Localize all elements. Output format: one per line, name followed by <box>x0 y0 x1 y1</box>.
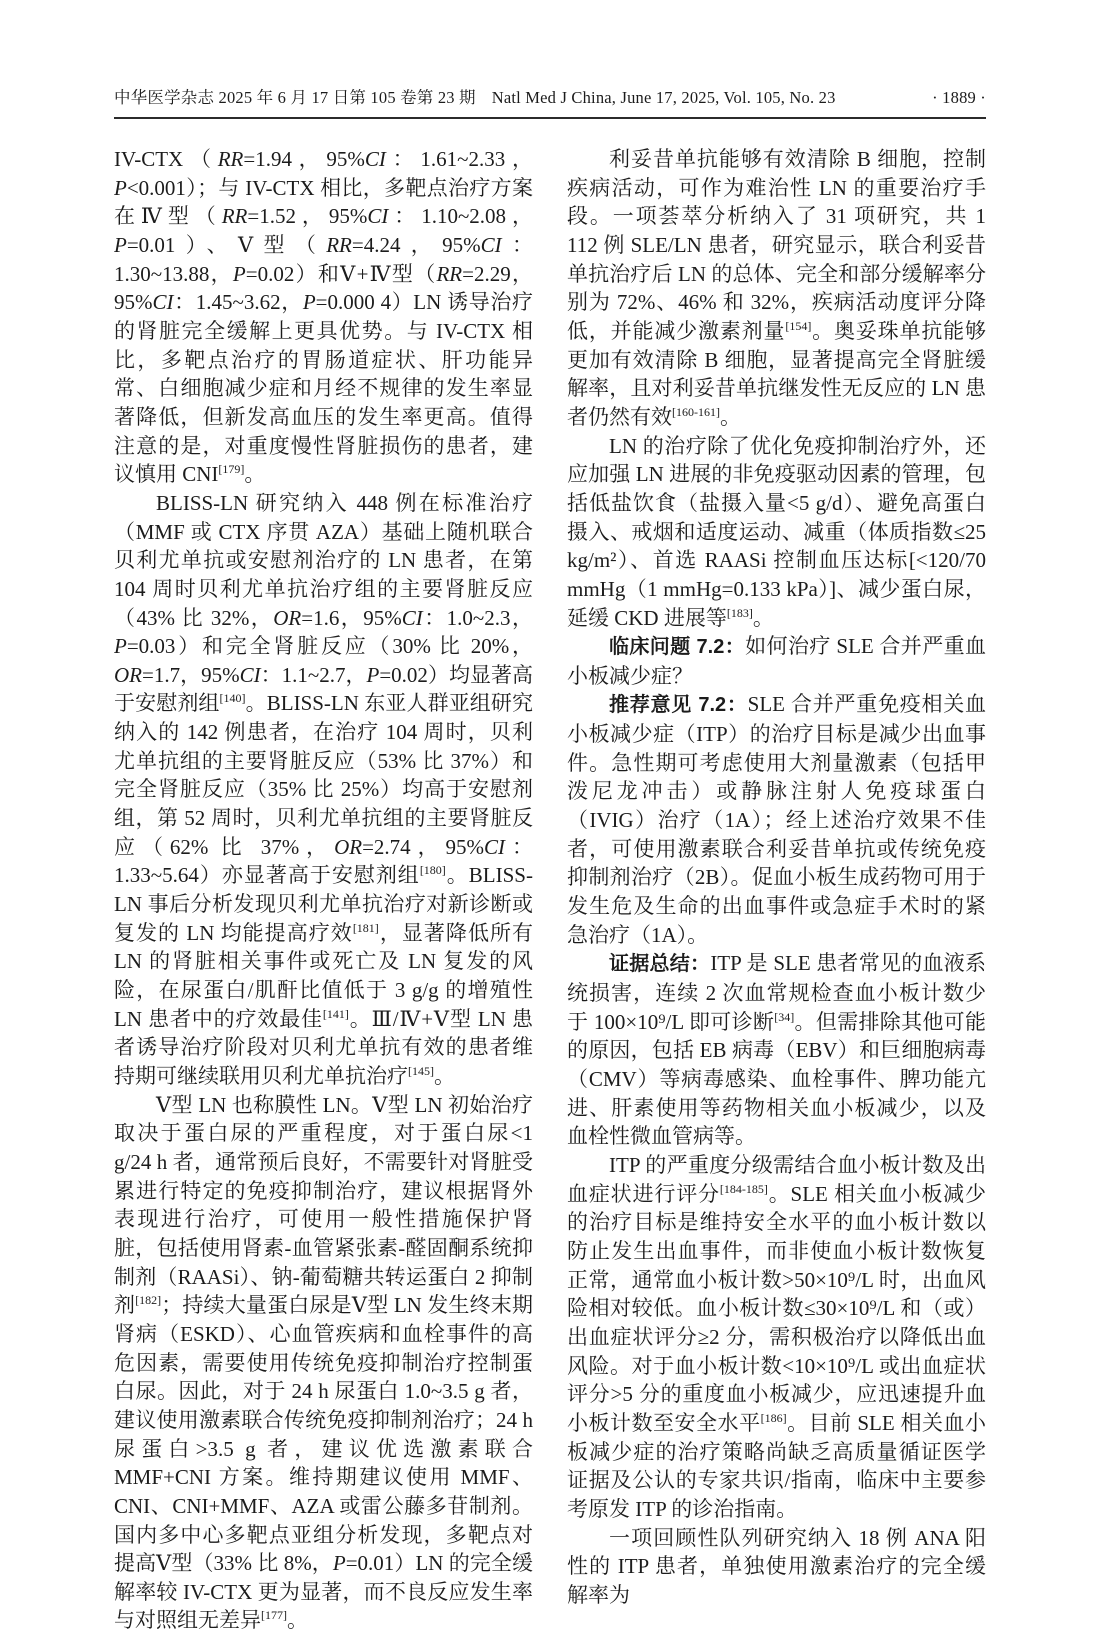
stat-symbol: CI <box>367 204 389 229</box>
paragraph: ITP 的严重度分级需结合血小板计数及出血症状进行评分[184-185]。SLE 相关血小板减少的治疗目标是维持安全水平的血小板计数以防止发生出血事件，而非使血小板计数恢复正常，通常血小板计数>50×10⁹/L 时，出血风险相对较低。血小板计数≤30×10⁹/L 和（或）出血症状评分≥2 分，需积极治疗以降低出血风险。对于血小板计数<10×10⁹/L 或出血症状评分>5 分的重度血小板减少，应迅速提升血小板计数至安全水平[186]。目前 SLE 相关血小板减少症的治疗策略尚缺乏高质量循证医学证据及公认的专家共识/指南，临床中主要参考原发 ITP 的诊治指南。 <box>567 1152 986 1521</box>
paragraph: 证据总结：ITP 是 SLE 患者常见的血液系统损害，连续 2 次血常规检查血小板计数少于 100×10⁹/L 即可诊断[34]。但需排除其他可能的原因，包括 EB 病毒（EBV）和巨细胞病毒（CMV）等病毒感染、血栓事件、脾功能亢进、肝素使用等药物相关血小板减少，以及血栓性微血管病等。 <box>567 951 986 1149</box>
paragraph: 一项回顾性队列研究纳入 18 例 ANA 阳性的 ITP 患者，单独使用激素治疗的完全缓解率为 <box>567 1525 986 1607</box>
stat-symbol: P <box>114 232 127 257</box>
reference-marker: [184-185] <box>719 1181 768 1196</box>
page-header <box>114 84 986 119</box>
stat-symbol: RR <box>326 232 352 257</box>
stat-symbol: RR <box>221 204 248 229</box>
stat-symbol: P <box>114 634 127 659</box>
reference-marker: [180] <box>419 863 446 878</box>
reference-marker: [145] <box>408 1064 434 1078</box>
stat-symbol: P <box>332 1551 346 1576</box>
stat-symbol: CI <box>364 147 386 171</box>
stat-symbol: P <box>302 290 316 315</box>
paragraph: Ⅴ型 LN 也称膜性 LN。Ⅴ型 LN 初始治疗取决于蛋白尿的严重程度，对于蛋白尿<1 g/24 h 者，通常预后良好，不需要针对肾脏受累进行特定的免疫抑制治疗，建议根据肾外表现进行治疗，可使用一般性措施保护肾脏，包括使用肾素-血管紧张素-醛固酮系统抑制剂（RAASi）、钠-葡萄糖共转运蛋白 2 抑制剂[182]；持续大量蛋白尿是Ⅴ型 LN 发生终末期肾病（ESKD）、心血管疾病和血栓事件的高危因素，需要使用传统免疫抑制治疗控制蛋白尿。因此，对于 24 h 尿蛋白 1.0~3.5 g 者，建议使用激素联合传统免疫抑制剂治疗；24 h 尿蛋白>3.5 g 者，建议优选激素联合 MMF+CNI 方案。维持期建议使用 MMF、CNI、CNI+MMF、AZA 或雷公藤多苷制剂。国内多中心多靶点亚组分析发现，多靶点对提高Ⅴ型（33% 比 8%，P=0.01）LN 的完全缓解率较 IV-CTX 更为显著，而不良反应发生率与对照组无差异[177]。 <box>114 1092 533 1633</box>
stat-symbol: CI <box>401 605 423 630</box>
reference-marker: [177] <box>261 1608 287 1623</box>
bold-lead: 证据总结： <box>609 953 711 976</box>
journal-citation <box>114 84 836 108</box>
paragraph: 利妥昔单抗能够有效清除 B 细胞，控制疾病活动，可作为难治性 LN 的重要治疗手段。一项荟萃分析纳入了 31 项研究，共 1 112 例 SLE/LN 患者，研究显示，联合利妥昔单抗治疗后 LN 的总体、完全和部分缓解率分别为 72%、46% 和 32%，疾病活动度评分降低，并能减少激素剂量[154]。奥妥珠单抗能够更加有效清除 B 细胞，显著提高完全肾脏缓解率，且对利妥昔单抗继发性无反应的 LN 患者仍然有效[160-161]。 <box>567 147 986 429</box>
reference-marker: [181] <box>352 920 379 935</box>
reference-marker: [154] <box>785 318 812 333</box>
right-column <box>567 145 986 1635</box>
page-number: · 1889 · <box>932 88 986 107</box>
paragraph: IV-CTX（RR=1.94，95%CI：1.61~2.33，P<0.001）；与 IV-CTX 相比，多靶点治疗方案在Ⅳ型（RR=1.52，95%CI：1.10~2.08，P=0.01）、Ⅴ型（RR=4.24，95%CI：1.30~13.88，P=0.02）和Ⅴ+Ⅳ型（RR=2.29，95%CI：1.45~3.62，P=0.000 4）LN 诱导治疗的肾脏完全缓解上更具优势。与 IV-CTX 相比，多靶点治疗的胃肠道症状、肝功能异常、白细胞减少症和月经不规律的发生率显著降低，但新发高血压的发生率更高。值得注意的是，对重度慢性肾脏损伤的患者，建议慎用 CNI[179]。 <box>114 147 533 487</box>
stat-symbol: RR <box>436 261 463 286</box>
reference-marker: [34] <box>774 1009 795 1024</box>
stat-symbol: RR <box>217 147 244 171</box>
bold-lead: 推荐意见 7.2： <box>609 694 748 717</box>
journal-citation-cn: 中华医学杂志 2025 年 6 月 17 日第 105 卷第 23 期 <box>114 88 476 107</box>
journal-citation-en: Natl Med J China, June 17, 2025, Vol. 105, No. 23 <box>491 88 836 107</box>
bold-lead: 临床问题 7.2： <box>609 636 746 659</box>
stat-symbol: P <box>114 175 127 200</box>
stat-symbol: OR <box>334 834 363 859</box>
reference-marker: [179] <box>218 462 245 477</box>
stat-symbol: P <box>232 261 246 286</box>
article-body <box>114 145 986 1635</box>
reference-marker: [182] <box>135 1293 162 1308</box>
stat-symbol: P <box>366 662 380 687</box>
stat-symbol: OR <box>114 662 142 687</box>
stat-symbol: CI <box>480 232 502 257</box>
reference-marker: [140] <box>219 691 246 706</box>
reference-marker: [183] <box>726 605 753 620</box>
stat-symbol: CI <box>152 290 174 315</box>
paragraph: LN 的治疗除了优化免疫抑制治疗外，还应加强 LN 进展的非免疫驱动因素的管理，包括低盐饮食（盐摄入量<5 g/d）、避免高蛋白摄入、戒烟和适度运动、减重（体质指数≤25 kg/m²）、首选 RAASi 控制血压达标[<120/70 mmHg（1 mmHg=0.133 kPa）]、减少蛋白尿，延缓 CKD 进展等[183]。 <box>567 433 986 630</box>
stat-symbol: OR <box>273 605 302 630</box>
stat-symbol: CI <box>484 834 506 859</box>
paragraph: 推荐意见 7.2：SLE 合并严重免疫相关血小板减少症（ITP）的治疗目标是减少出血事件。急性期可考虑使用大剂量激素（包括甲泼尼龙冲击）或静脉注射人免疫球蛋白（IVIG）治疗（1A）；经上述治疗效果不佳者，可使用激素联合利妥昔单抗或传统免疫抑制剂治疗（2B）。促血小板生成药物可用于发生危及生命的出血事件或急症手术时的紧急治疗（1A）。 <box>567 692 986 947</box>
left-column <box>114 145 533 1635</box>
stat-symbol: CI <box>239 662 261 687</box>
reference-marker: [186] <box>760 1410 787 1425</box>
reference-marker: [141] <box>322 1006 349 1021</box>
paragraph: 临床问题 7.2：如何治疗 SLE 合并严重血小板减少症？ <box>567 634 986 688</box>
paragraph: BLISS-LN 研究纳入 448 例在标准治疗（MMF 或 CTX 序贯 AZA）基础上随机联合贝利尤单抗或安慰剂治疗的 LN 患者，在第 104 周时贝利尤单抗治疗组的主要肾脏反应（43% 比 32%，OR=1.6，95%CI：1.0~2.3，P=0.03）和完全肾脏反应（30% 比 20%，OR=1.7，95%CI：1.1~2.7，P=0.02）均显著高于安慰剂组[140]。BLISS-LN 东亚人群亚组研究纳入的 142 例患者，在治疗 104 周时，贝利尤单抗组的主要肾脏反应（53% 比 37%）和完全肾脏反应（35% 比 25%）均高于安慰剂组，第 52 周时，贝利尤单抗组的主要肾脏反应（62% 比 37%，OR=2.74，95%CI：1.33~5.64）亦显著高于安慰剂组[180]。BLISS-LN 事后分析发现贝利尤单抗治疗对新诊断或复发的 LN 均能提高疗效[181]，显著降低所有 LN 的肾脏相关事件或死亡及 LN 复发的风险，在尿蛋白/肌酐比值低于 3 g/g 的增殖性 LN 患者中的疗效最佳[141]。Ⅲ/Ⅳ+Ⅴ型 LN 患者诱导治疗阶段对贝利尤单抗有效的患者维持期可继续联用贝利尤单抗治疗[145]。 <box>114 490 533 1088</box>
reference-marker: [160-161] <box>672 404 720 419</box>
